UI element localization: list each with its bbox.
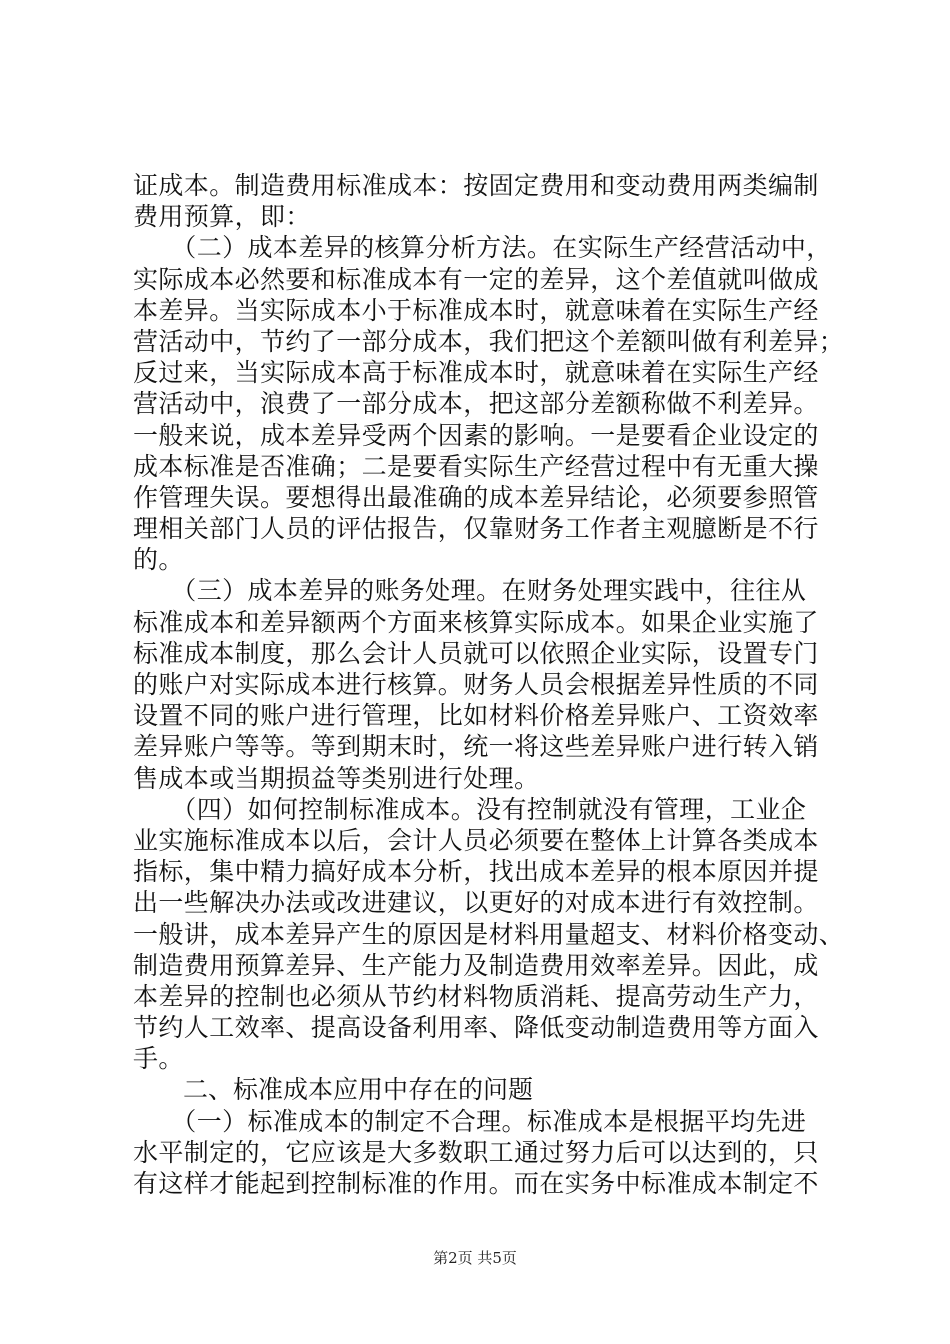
text-line: 出一些解决办法或改进建议，以更好的对成本进行有效控制。 (133, 888, 819, 918)
text-line: 营活动中，浪费了一部分成本，把这部分差额称做不利差异。 (133, 389, 819, 419)
text-line: 一般讲，成本差异产生的原因是材料用量超支、材料价格变动、 (133, 919, 845, 949)
text-line: 一般来说，成本差异受两个因素的影响。一是要看企业设定的 (133, 420, 819, 450)
text-line: 制造费用预算差异、生产能力及制造费用效率差异。因此，成 (133, 950, 819, 980)
text-line: 标准成本制度，那么会计人员就可以依照企业实际，设置专门 (133, 638, 819, 668)
text-line: （一）标准成本的制定不合理。标准成本是根据平均先进 (133, 1106, 807, 1136)
text-line: （四）如何控制标准成本。没有控制就没有管理，工业企 (133, 794, 807, 824)
text-line: 本差异。当实际成本小于标准成本时，就意味着在实际生产经 (133, 295, 819, 325)
page-number-footer: 第2页 共5页 (433, 1249, 517, 1267)
text-line: 指标，集中精力搞好成本分析，找出成本差异的根本原因并提 (133, 857, 819, 887)
text-line: 业实施标准成本以后，会计人员必须要在整体上计算各类成本 (133, 825, 819, 855)
section-heading: 二、标准成本应用中存在的问题 (133, 1075, 534, 1105)
text-line: 有这样才能起到控制标准的作用。而在实务中标准成本制定不 (133, 1169, 819, 1198)
text-line: 实际成本必然要和标准成本有一定的差异，这个差值就叫做成 (133, 264, 819, 294)
text-line: （二）成本差异的核算分析方法。在实际生产经营活动中， (133, 233, 832, 263)
text-line: 证成本。制造费用标准成本：按固定费用和变动费用两类编制 (133, 171, 819, 200)
text-line: 节约人工效率、提高设备利用率、降低变动制造费用等方面入 (133, 1013, 819, 1043)
text-line: 设置不同的账户进行管理，比如材料价格差异账户、工资效率 (133, 701, 819, 731)
text-line: 的账户对实际成本进行核算。财务人员会根据差异性质的不同 (133, 670, 819, 699)
text-line: 作管理失误。要想得出最准确的成本差异结论，必须要参照管 (133, 482, 819, 512)
text-line: 成本标准是否准确；二是要看实际生产经营过程中有无重大操 (133, 451, 819, 481)
text-line: 反过来，当实际成本高于标准成本时，就意味着在实际生产经 (133, 358, 819, 388)
text-line: 费用预算，即： (133, 202, 311, 232)
text-line: 本差异的控制也必须从节约材料物质消耗、提高劳动生产力， (133, 981, 819, 1011)
text-line: 售成本或当期损益等类别进行处理。 (133, 763, 540, 793)
text-line: 水平制定的，它应该是大多数职工通过努力后可以达到的，只 (133, 1137, 819, 1167)
document-body (133, 170, 845, 1199)
text-line: 营活动中，节约了一部分成本，我们把这个差额叫做有利差异； (133, 326, 845, 356)
text-line: 手。 (133, 1044, 184, 1074)
text-line: 差异账户等等。等到期末时，统一将这些差异账户进行转入销 (133, 732, 819, 762)
text-line: （三）成本差异的账务处理。在财务处理实践中，往往从 (133, 576, 807, 606)
text-line: 的。 (133, 545, 184, 575)
text-line: 理相关部门人员的评估报告，仅靠财务工作者主观臆断是不行 (133, 514, 819, 544)
text-line: 标准成本和差异额两个方面来核算实际成本。如果企业实施了 (133, 607, 819, 637)
